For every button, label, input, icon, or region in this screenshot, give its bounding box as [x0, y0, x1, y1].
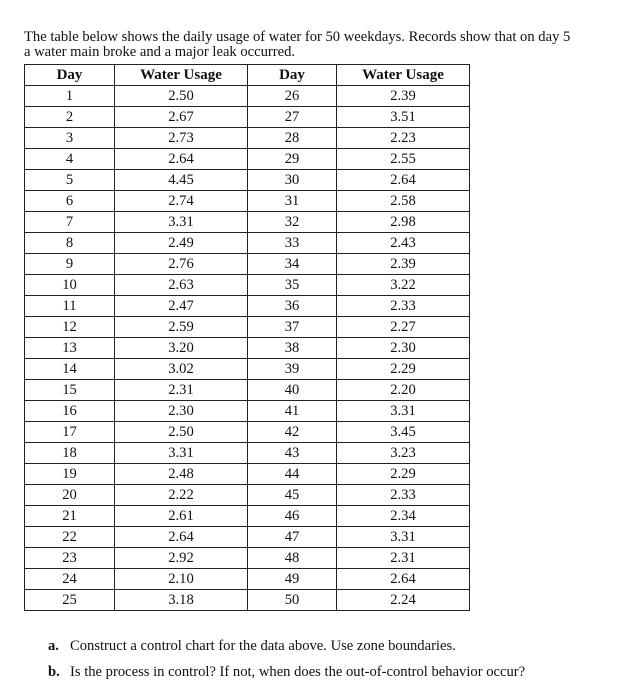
- table-row: [25, 317, 470, 338]
- day-cell: 8: [25, 233, 115, 254]
- day-cell: 24: [25, 569, 115, 590]
- day-cell: 2: [25, 107, 115, 128]
- water-usage-cell: 2.33: [337, 485, 470, 506]
- day-cell: 47: [248, 527, 337, 548]
- table-row: [25, 86, 470, 107]
- water-usage-cell: 3.31: [337, 527, 470, 548]
- day-cell: 40: [248, 380, 337, 401]
- day-cell: 5: [25, 170, 115, 191]
- question-letter: a.: [48, 638, 59, 654]
- table-row: [25, 590, 470, 611]
- water-usage-cell: 2.64: [337, 170, 470, 191]
- water-usage-cell: 3.31: [115, 443, 248, 464]
- water-usage-cell: 2.64: [115, 149, 248, 170]
- day-cell: 28: [248, 128, 337, 149]
- water-usage-cell: 2.39: [337, 86, 470, 107]
- water-usage-cell: 3.45: [337, 422, 470, 443]
- day-cell: 34: [248, 254, 337, 275]
- water-usage-cell: 2.58: [337, 191, 470, 212]
- water-usage-cell: 2.92: [115, 548, 248, 569]
- water-usage-cell: 2.48: [115, 464, 248, 485]
- table-row: [25, 380, 470, 401]
- day-cell: 10: [25, 275, 115, 296]
- water-usage-table: [24, 64, 470, 611]
- day-cell: 1: [25, 86, 115, 107]
- table-header-row: [25, 65, 470, 86]
- table-row: [25, 212, 470, 233]
- day-cell: 49: [248, 569, 337, 590]
- table-row: [25, 233, 470, 254]
- header-day-right: Day: [248, 65, 337, 86]
- day-cell: 43: [248, 443, 337, 464]
- water-usage-cell: 2.39: [337, 254, 470, 275]
- water-usage-cell: 2.47: [115, 296, 248, 317]
- day-cell: 36: [248, 296, 337, 317]
- water-usage-cell: 2.63: [115, 275, 248, 296]
- water-usage-cell: 3.18: [115, 590, 248, 611]
- water-usage-cell: 2.59: [115, 317, 248, 338]
- questions-list: [48, 638, 608, 681]
- header-water-usage-left: Water Usage: [115, 65, 248, 86]
- water-usage-cell: 2.30: [337, 338, 470, 359]
- table-row: [25, 170, 470, 191]
- table-row: [25, 527, 470, 548]
- table-row: [25, 422, 470, 443]
- table-row: [25, 506, 470, 527]
- table-row: [25, 338, 470, 359]
- water-usage-cell: 2.20: [337, 380, 470, 401]
- table-row: [25, 107, 470, 128]
- day-cell: 11: [25, 296, 115, 317]
- table-row: [25, 401, 470, 422]
- day-cell: 23: [25, 548, 115, 569]
- day-cell: 33: [248, 233, 337, 254]
- day-cell: 42: [248, 422, 337, 443]
- table-row: [25, 464, 470, 485]
- water-usage-cell: 2.98: [337, 212, 470, 233]
- water-usage-cell: 2.76: [115, 254, 248, 275]
- table-row: [25, 485, 470, 506]
- water-usage-cell: 2.23: [337, 128, 470, 149]
- day-cell: 45: [248, 485, 337, 506]
- water-usage-cell: 3.51: [337, 107, 470, 128]
- day-cell: 13: [25, 338, 115, 359]
- water-usage-cell: 3.23: [337, 443, 470, 464]
- water-usage-cell: 2.31: [115, 380, 248, 401]
- water-usage-cell: 2.29: [337, 464, 470, 485]
- intro-paragraph: [24, 30, 614, 60]
- water-usage-cell: 2.43: [337, 233, 470, 254]
- day-cell: 16: [25, 401, 115, 422]
- water-usage-cell: 2.61: [115, 506, 248, 527]
- water-usage-cell: 2.33: [337, 296, 470, 317]
- water-usage-cell: 3.31: [115, 212, 248, 233]
- day-cell: 19: [25, 464, 115, 485]
- water-usage-cell: 2.64: [337, 569, 470, 590]
- water-usage-cell: 2.22: [115, 485, 248, 506]
- water-usage-cell: 2.10: [115, 569, 248, 590]
- day-cell: 41: [248, 401, 337, 422]
- day-cell: 15: [25, 380, 115, 401]
- day-cell: 30: [248, 170, 337, 191]
- water-usage-cell: 4.45: [115, 170, 248, 191]
- water-usage-cell: 3.20: [115, 338, 248, 359]
- water-usage-cell: 2.67: [115, 107, 248, 128]
- day-cell: 32: [248, 212, 337, 233]
- water-usage-cell: 3.02: [115, 359, 248, 380]
- day-cell: 31: [248, 191, 337, 212]
- water-usage-cell: 2.74: [115, 191, 248, 212]
- water-usage-cell: 2.27: [337, 317, 470, 338]
- day-cell: 50: [248, 590, 337, 611]
- day-cell: 48: [248, 548, 337, 569]
- day-cell: 6: [25, 191, 115, 212]
- water-usage-cell: 2.50: [115, 86, 248, 107]
- question-a: [48, 638, 608, 655]
- day-cell: 18: [25, 443, 115, 464]
- table-row: [25, 296, 470, 317]
- day-cell: 14: [25, 359, 115, 380]
- water-usage-cell: 2.34: [337, 506, 470, 527]
- day-cell: 21: [25, 506, 115, 527]
- day-cell: 4: [25, 149, 115, 170]
- day-cell: 7: [25, 212, 115, 233]
- day-cell: 39: [248, 359, 337, 380]
- day-cell: 22: [25, 527, 115, 548]
- water-usage-cell: 3.31: [337, 401, 470, 422]
- day-cell: 44: [248, 464, 337, 485]
- table-row: [25, 443, 470, 464]
- water-usage-cell: 2.31: [337, 548, 470, 569]
- water-usage-cell: 3.22: [337, 275, 470, 296]
- table-row: [25, 359, 470, 380]
- day-cell: 12: [25, 317, 115, 338]
- water-usage-cell: 2.29: [337, 359, 470, 380]
- water-usage-cell: 2.24: [337, 590, 470, 611]
- day-cell: 37: [248, 317, 337, 338]
- table-row: [25, 548, 470, 569]
- table-row: [25, 191, 470, 212]
- day-cell: 46: [248, 506, 337, 527]
- header-day-left: Day: [25, 65, 115, 86]
- table-row: [25, 275, 470, 296]
- day-cell: 3: [25, 128, 115, 149]
- day-cell: 9: [25, 254, 115, 275]
- header-water-usage-right: Water Usage: [337, 65, 470, 86]
- day-cell: 17: [25, 422, 115, 443]
- day-cell: 29: [248, 149, 337, 170]
- table-row: [25, 128, 470, 149]
- day-cell: 27: [248, 107, 337, 128]
- table-body: [25, 86, 470, 611]
- table-row: [25, 149, 470, 170]
- day-cell: 38: [248, 338, 337, 359]
- water-usage-cell: 2.64: [115, 527, 248, 548]
- table-row: [25, 569, 470, 590]
- day-cell: 20: [25, 485, 115, 506]
- day-cell: 26: [248, 86, 337, 107]
- table-row: [25, 254, 470, 275]
- question-b: [48, 664, 608, 681]
- water-usage-cell: 2.50: [115, 422, 248, 443]
- intro-line-2: a water main broke and a major leak occurred.: [24, 44, 296, 60]
- water-usage-cell: 2.49: [115, 233, 248, 254]
- question-letter: b.: [48, 664, 60, 680]
- question-text: Construct a control chart for the data above. Use zone boundaries.: [70, 638, 456, 654]
- water-usage-cell: 2.30: [115, 401, 248, 422]
- intro-line-1: The table below shows the daily usage of water for 50 weekdays. Records show that on day 5: [24, 29, 571, 45]
- day-cell: 35: [248, 275, 337, 296]
- water-usage-cell: 2.55: [337, 149, 470, 170]
- water-usage-cell: 2.73: [115, 128, 248, 149]
- day-cell: 25: [25, 590, 115, 611]
- question-text: Is the process in control? If not, when does the out-of-control behavior occur?: [70, 664, 526, 680]
